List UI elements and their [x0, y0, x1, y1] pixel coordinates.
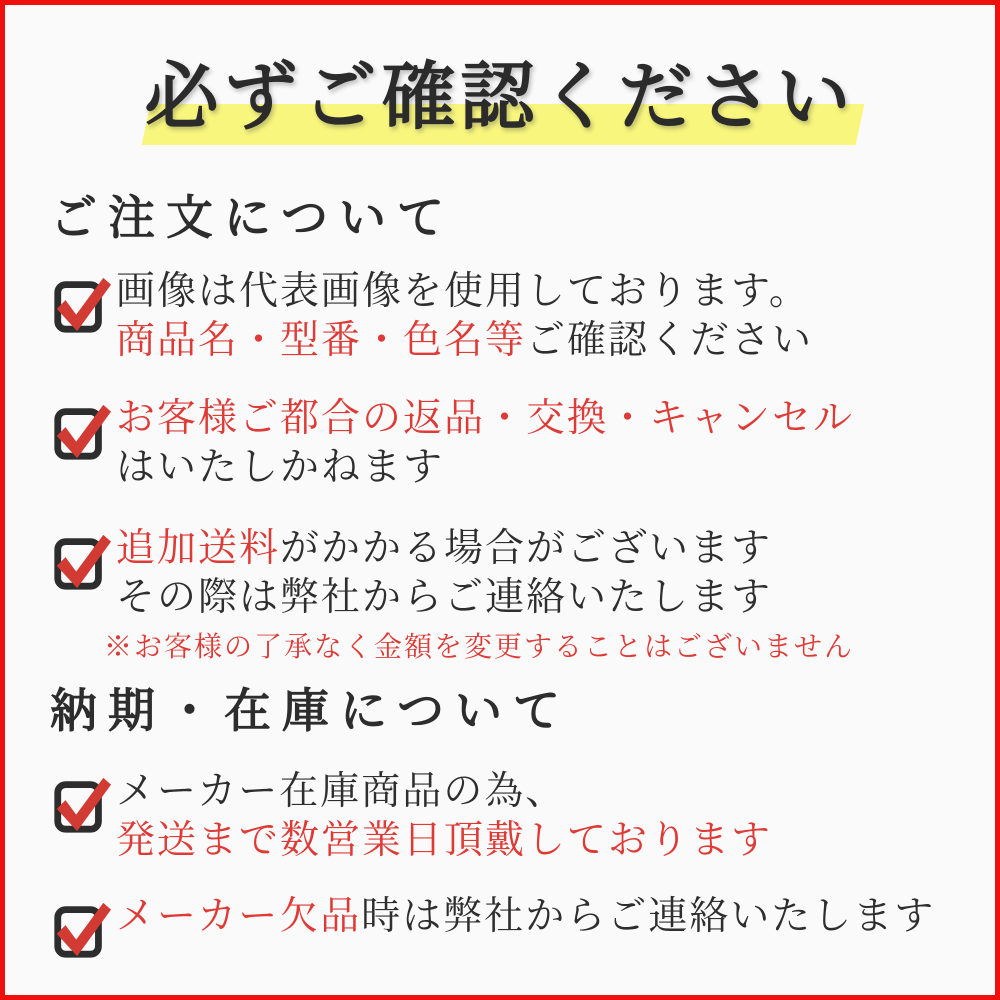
checked-checkbox-icon	[50, 896, 112, 962]
item-note: ※お客様の了承なく金額を変更することはございません	[104, 632, 855, 663]
item-text	[116, 267, 813, 365]
item-line	[116, 394, 854, 443]
item-text	[116, 394, 854, 492]
page-title: 必ずご確認ください	[144, 57, 856, 139]
item-line-text: がかかる場合がございます	[280, 527, 773, 570]
checklist-item-maker-stock	[50, 767, 772, 865]
checklist-item-maker-shortage	[50, 892, 935, 962]
item-line-text-red: 追加送料	[116, 527, 281, 570]
item-text	[116, 767, 772, 865]
item-line-text-red: お客様ご都合の返品・交換・キャンセル	[116, 397, 855, 440]
item-line	[116, 443, 854, 492]
checklist-item-returns	[50, 394, 854, 492]
section-heading-order: ご注文について	[50, 193, 456, 245]
item-line-text-red: 発送まで数営業日頂戴しております	[116, 819, 773, 862]
item-line-text: 時は弊社からご連絡いたします	[361, 895, 936, 938]
checked-checkbox-icon	[50, 528, 112, 594]
item-line	[116, 573, 854, 622]
checklist-item-representative-image	[50, 267, 813, 365]
item-text	[104, 524, 855, 668]
item-line-text-red: メーカー欠品	[116, 895, 362, 938]
item-line-text: はいたしかねます	[116, 446, 445, 489]
section-heading-stock: 納期・在庫について	[50, 686, 572, 738]
item-line	[116, 892, 935, 941]
item-line-text: ご確認ください	[526, 319, 814, 362]
item-text	[116, 892, 935, 941]
item-line	[116, 524, 854, 573]
item-line	[116, 316, 813, 365]
item-line-text: その際は弊社からご連絡いたします	[116, 576, 773, 619]
item-line	[116, 816, 772, 865]
item-line-text: 画像は代表画像を使用しております。	[116, 270, 810, 313]
item-line-text: メーカー在庫商品の為、	[116, 770, 567, 813]
item-line	[116, 267, 813, 316]
checked-checkbox-icon	[50, 398, 112, 464]
checklist-item-extra-shipping	[50, 524, 854, 668]
item-line-text-red: 商品名・型番・色名等	[116, 319, 527, 362]
checked-checkbox-icon	[50, 771, 112, 837]
item-line	[116, 767, 772, 816]
checked-checkbox-icon	[50, 271, 112, 337]
